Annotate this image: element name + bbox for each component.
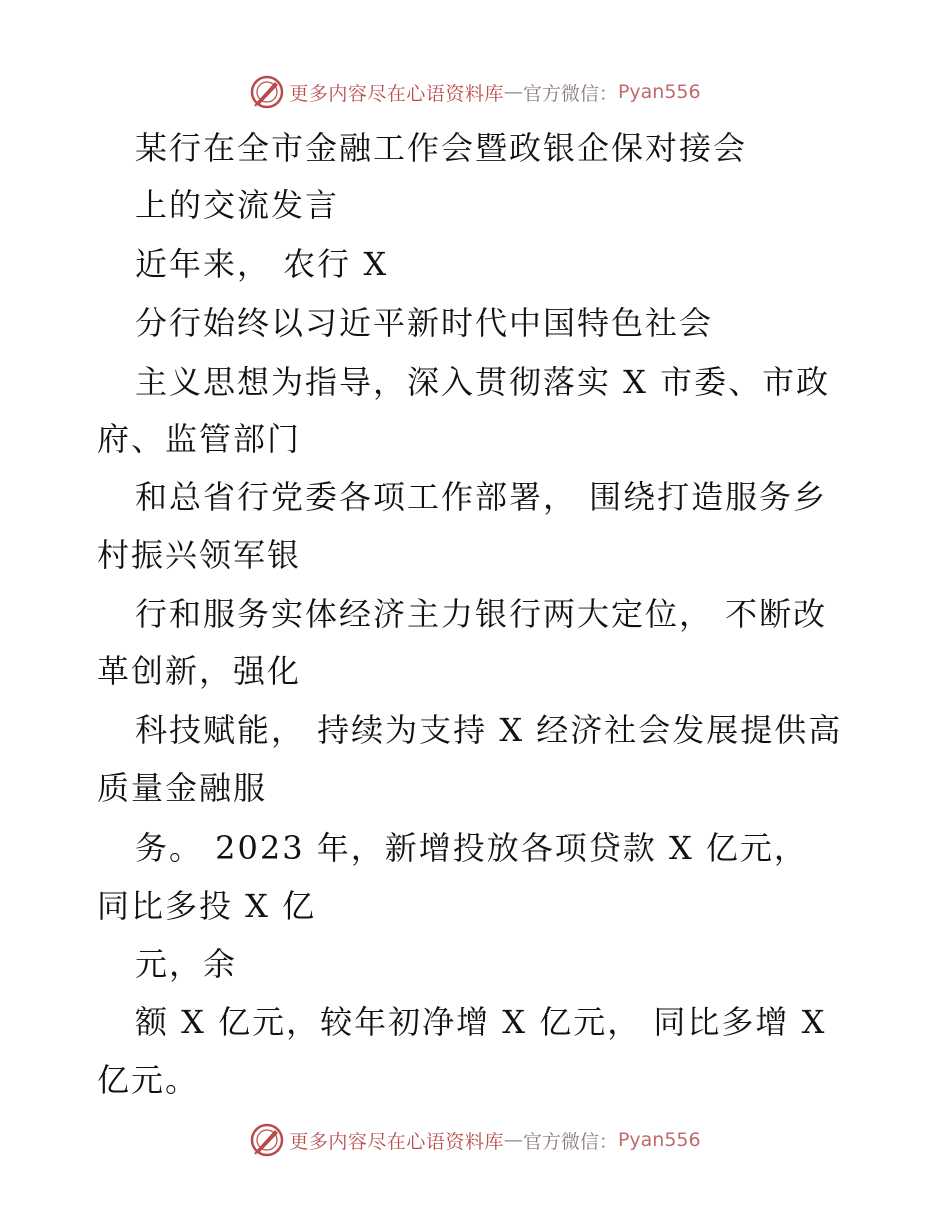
paragraph-line: 元，余 bbox=[135, 945, 238, 983]
paragraph-line: 革创新，强化 bbox=[97, 652, 302, 690]
document-title-line-2: 上的交流发言 bbox=[135, 186, 340, 224]
paragraph-line: 府、监管部门 bbox=[97, 420, 302, 458]
paragraph-line: 额 X 亿元，较年初净增 X 亿元， 同比多增 X bbox=[135, 1003, 827, 1041]
paragraph-line: 行和服务实体经济主力银行两大定位， 不断改 bbox=[135, 595, 828, 633]
banner-text: 更多内容尽在心语资料库 bbox=[289, 1130, 504, 1153]
quill-logo-icon bbox=[249, 1122, 285, 1158]
banner-wechat-label: 官方微信： bbox=[522, 1130, 618, 1153]
banner-text: 更多内容尽在心语资料库 bbox=[289, 82, 504, 105]
paragraph-line: 近年来， 农行 X bbox=[135, 245, 389, 283]
banner-separator: — bbox=[503, 1129, 523, 1151]
banner-wechat-id: Pyan556 bbox=[617, 81, 701, 103]
paragraph-line: 亿元。 bbox=[97, 1061, 200, 1099]
document-title-line-1: 某行在全市金融工作会暨政银企保对接会 bbox=[135, 129, 748, 167]
banner-wechat-label: 官方微信： bbox=[522, 82, 618, 105]
paragraph-line: 科技赋能， 持续为支持 X 经济社会发展提供高 bbox=[135, 711, 843, 749]
paragraph-line: 和总省行党委各项工作部署， 围绕打造服务乡 bbox=[135, 478, 828, 516]
paragraph-line: 主义思想为指导，深入贯彻落实 X 市委、市政 bbox=[135, 363, 831, 401]
paragraph-line: 质量金融服 bbox=[97, 769, 268, 807]
paragraph-line: 同比多投 X 亿 bbox=[97, 887, 317, 925]
footer-banner bbox=[0, 1120, 950, 1160]
paragraph-line: 分行始终以习近平新时代中国特色社会 bbox=[135, 304, 714, 342]
paragraph-line: 务。 2023 年，新增投放各项贷款 X 亿元， bbox=[135, 829, 808, 867]
paragraph-line: 村振兴领军银 bbox=[97, 536, 302, 574]
banner-wechat-id: Pyan556 bbox=[617, 1129, 701, 1151]
banner-separator: — bbox=[503, 81, 523, 103]
